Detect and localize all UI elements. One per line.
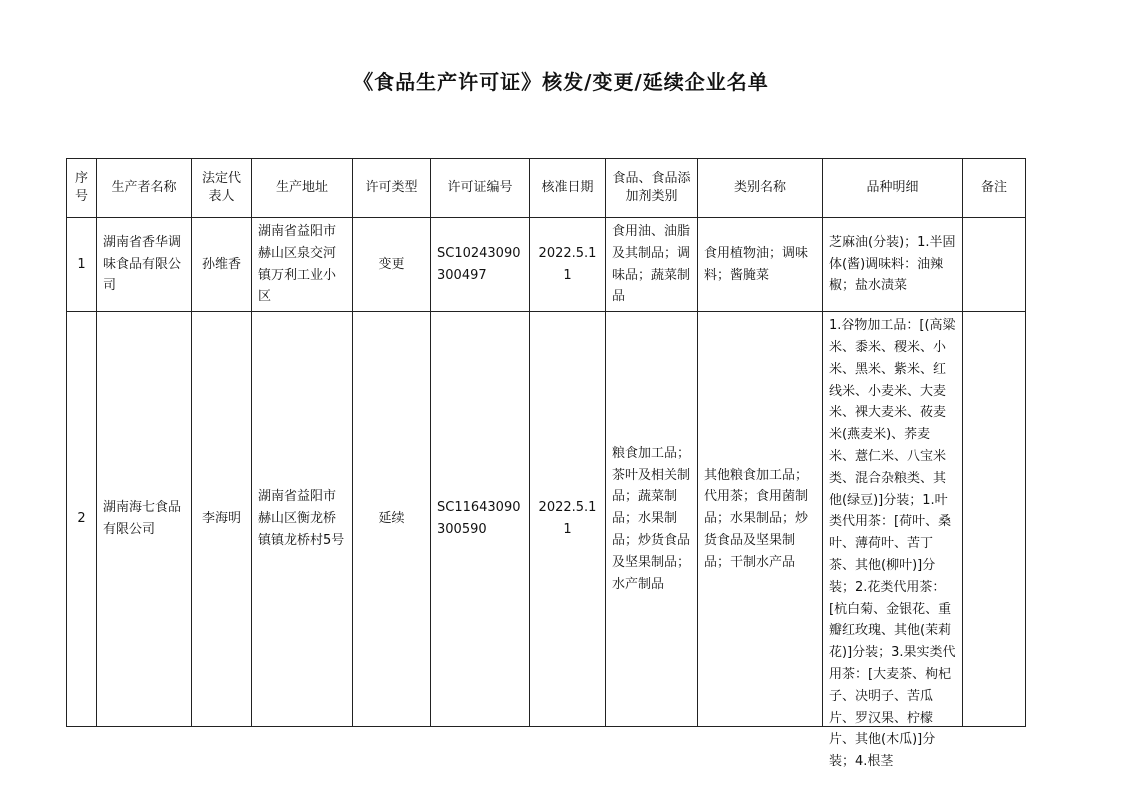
cell-producer: 湖南省香华调味食品有限公司	[97, 218, 192, 312]
header-row	[67, 159, 1026, 218]
cell-remark	[963, 218, 1026, 312]
cell-seq: 2	[67, 312, 97, 727]
cell-category-name: 食用植物油；调味料；酱腌菜	[698, 218, 823, 312]
cell-seq: 1	[67, 218, 97, 312]
header-variety-detail: 品种明细	[823, 159, 963, 218]
cell-legal-rep: 孙维香	[192, 218, 252, 312]
header-seq: 序号	[67, 159, 97, 218]
variety-detail-text: 1.谷物加工品：[(高粱米、黍米、稷米、小米、黑米、紫米、红线米、小麦米、大麦米、裸大麦米、莜麦米(燕麦米)、荞麦米、薏仁米、八宝米类、混合杂粮类、其他(绿豆)]分装；1.叶类代用茶：[荷叶、桑叶、薄荷叶、苦丁茶、其他(柳叶)]分装；2.花类代用茶：[杭白菊、金银花、重瓣红玫瑰、其他(茉莉花)]分装；3.果实类代用茶：[大麦茶、枸杞子、决明子、苦瓜片、罗汉果、柠檬片、其他(木瓜)]分装；4.根茎	[829, 318, 956, 770]
cell-remark	[963, 312, 1026, 727]
header-license-no: 许可证编号	[431, 159, 530, 218]
header-approve-date: 核准日期	[530, 159, 606, 218]
cell-license-type: 变更	[353, 218, 431, 312]
cell-producer: 湖南海七食品有限公司	[97, 312, 192, 727]
cell-approve-date: 2022.5.11	[530, 312, 606, 727]
table-row	[67, 218, 1026, 312]
header-remark: 备注	[963, 159, 1026, 218]
cell-variety-detail	[823, 312, 963, 770]
header-food-category: 食品、食品添加剂类别	[606, 159, 698, 218]
cell-license-type: 延续	[353, 312, 431, 727]
table-row	[67, 312, 1026, 727]
header-producer: 生产者名称	[97, 159, 192, 218]
cell-food-category: 食用油、油脂及其制品；调味品；蔬菜制品	[606, 218, 698, 312]
cell-address: 湖南省益阳市赫山区衡龙桥镇镇龙桥村5号	[252, 312, 353, 727]
page-title: 《食品生产许可证》核发/变更/延续企业名单	[353, 70, 769, 94]
cell-food-category: 粮食加工品；茶叶及相关制品；蔬菜制品；水果制品；炒货食品及坚果制品；水产制品	[606, 312, 698, 727]
header-license-type: 许可类型	[353, 159, 431, 218]
header-category-name: 类别名称	[698, 159, 823, 218]
cell-legal-rep: 李海明	[192, 312, 252, 727]
cell-address: 湖南省益阳市赫山区泉交河镇万利工业小区	[252, 218, 353, 312]
license-table	[66, 158, 1026, 770]
cell-license-no: SC11643090300590	[431, 312, 530, 727]
cell-approve-date: 2022.5.11	[530, 218, 606, 312]
cell-category-name: 其他粮食加工品；代用茶；食用菌制品；水果制品；炒货食品及坚果制品；干制水产品	[698, 312, 823, 727]
header-legal-rep: 法定代表人	[192, 159, 252, 218]
cell-variety-detail: 芝麻油(分装)；1.半固体(酱)调味料：油辣椒；盐水渍菜	[823, 218, 963, 312]
cell-license-no: SC10243090300497	[431, 218, 530, 312]
header-address: 生产地址	[252, 159, 353, 218]
